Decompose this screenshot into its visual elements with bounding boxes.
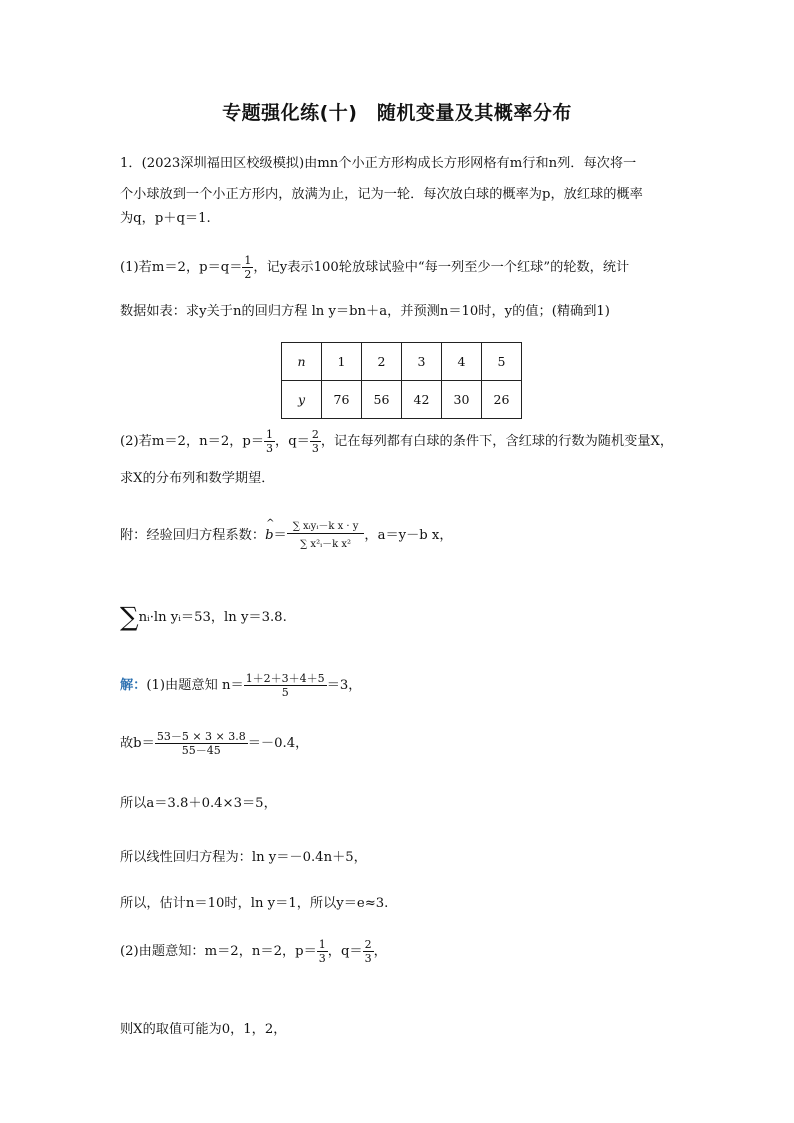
table-cell: 76 — [322, 381, 362, 419]
fraction-denominator: ∑ x²ᵢ－k x² — [300, 539, 351, 550]
fraction-denominator: 3 — [266, 442, 274, 455]
fraction-numerator: 2 — [311, 428, 319, 441]
appendix-label: 附：经验回归方程系数： — [120, 528, 266, 543]
table-cell: 3 — [402, 343, 442, 381]
fraction-numerator: 1 — [266, 428, 274, 441]
problem-intro-line-1: 1．(2023深圳福田区校级模拟)由mn个小正方形构成长方形网格有m行和n列．每次将一 — [120, 156, 637, 171]
part2-prefix: (2)若m＝2，n＝2，p＝ — [120, 434, 265, 449]
part2-mid: ，q＝ — [275, 434, 310, 449]
table-cell: 30 — [442, 381, 482, 419]
table-cell: 42 — [402, 381, 442, 419]
part1-condition — [120, 254, 629, 281]
table-header-cell: y — [282, 381, 322, 419]
step6-mid: ，q＝ — [327, 944, 363, 959]
solution-step-7: 则X的取值可能为0，1，2， — [120, 1022, 287, 1037]
b-hat-symbol: ^ b — [265, 528, 273, 543]
summation-symbol: ∑ — [120, 602, 139, 633]
data-table — [281, 342, 522, 419]
solution-step-4: 所以线性回归方程为：ln y＝－0.4n＋5， — [120, 850, 367, 865]
step2-suffix: ＝－0.4， — [247, 736, 309, 751]
step1-prefix: (1)由题意知 n＝ — [146, 678, 244, 693]
fraction-denominator: 3 — [311, 442, 319, 455]
fraction-numerator: 1 — [244, 254, 252, 267]
fraction-numerator: 2 — [364, 938, 372, 951]
table-cell: 4 — [442, 343, 482, 381]
table-cell: 2 — [362, 343, 402, 381]
fraction-numerator: ∑ xᵢyᵢ－k x · y — [287, 520, 365, 534]
table-row — [282, 381, 522, 419]
solution-label: 解： — [120, 678, 147, 693]
fraction-denominator: 2 — [244, 268, 252, 281]
step6-prefix: (2)由题意知：m＝2，n＝2，p＝ — [120, 944, 317, 959]
fraction-one-third — [264, 428, 275, 455]
part2-question: 求X的分布列和数学期望． — [120, 471, 275, 486]
table-row — [282, 343, 522, 381]
given-values — [120, 602, 287, 633]
table-header-cell: n — [282, 343, 322, 381]
part1-prefix: (1)若m＝2，p＝q＝ — [120, 260, 243, 275]
table-cell: 26 — [482, 381, 522, 419]
part2-suffix: ，记在每列都有白球的条件下，含红球的行数为随机变量X， — [320, 434, 674, 449]
solution-step-1 — [120, 672, 361, 699]
table-cell: 56 — [362, 381, 402, 419]
problem-intro-line-2: 个小球放到一个小正方形内，放满为止，记为一轮．每次放白球的概率为p，放红球的概率 — [120, 187, 643, 202]
fraction-two-thirds — [310, 428, 321, 455]
problem-intro-line-3: 为q，p＋q＝1. — [120, 211, 211, 226]
appendix-formula: 附：经验回归方程系数：^ b＝ $\frac{\text{∑ xᵢyᵢ－k x · y}}{\text{∑ x²ᵢ－k x²}}$ ，a＝y－b x， — [120, 520, 453, 551]
fraction-numerator: 53－5 × 3 × 3.8 — [156, 730, 246, 743]
solution-step-3: 所以a＝3.8＋0.4×3＝5， — [120, 796, 277, 811]
b-hat-fraction — [155, 730, 248, 757]
part1-suffix: ，记y表示100轮放球试验中“每一列至少一个红球”的轮数，统计 — [253, 260, 630, 275]
table-cell: 1 — [322, 343, 362, 381]
fraction-denominator: 3 — [364, 952, 372, 965]
part1-question: 数据如表：求y关于n的回归方程 ln y＝bn＋a，并预测n＝10时，y的值；(精确到1) — [120, 304, 610, 319]
step1-suffix: ＝3， — [326, 678, 362, 693]
fraction-numerator: 1＋2＋3＋4＋5 — [245, 672, 325, 685]
solution-step-6 — [120, 938, 387, 965]
fraction-one-half — [242, 254, 253, 281]
fraction-numerator: 1 — [318, 938, 326, 951]
fraction-two-thirds — [363, 938, 374, 965]
mean-fraction — [244, 672, 327, 699]
appendix-intercept: ，a＝y－b x， — [364, 528, 453, 543]
fraction-denominator: 55－45 — [181, 744, 221, 757]
table-cell: 5 — [482, 343, 522, 381]
step2-prefix: 故b＝ — [120, 736, 155, 751]
solution-step-5: 所以，估计n＝10时，ln y＝1，所以y＝e≈3. — [120, 896, 389, 911]
step6-suffix: ， — [373, 944, 387, 959]
fraction-denominator: 3 — [318, 952, 326, 965]
solution-step-2 — [120, 730, 308, 757]
fraction-one-third — [317, 938, 328, 965]
page-title: 专题强化练(十) 随机变量及其概率分布 — [222, 102, 572, 124]
regression-coefficient-fraction — [287, 520, 365, 551]
fraction-denominator: 5 — [281, 686, 289, 699]
given-text: nᵢ·ln yᵢ＝53，ln y＝3.8. — [138, 610, 287, 625]
part2-condition — [120, 428, 673, 455]
